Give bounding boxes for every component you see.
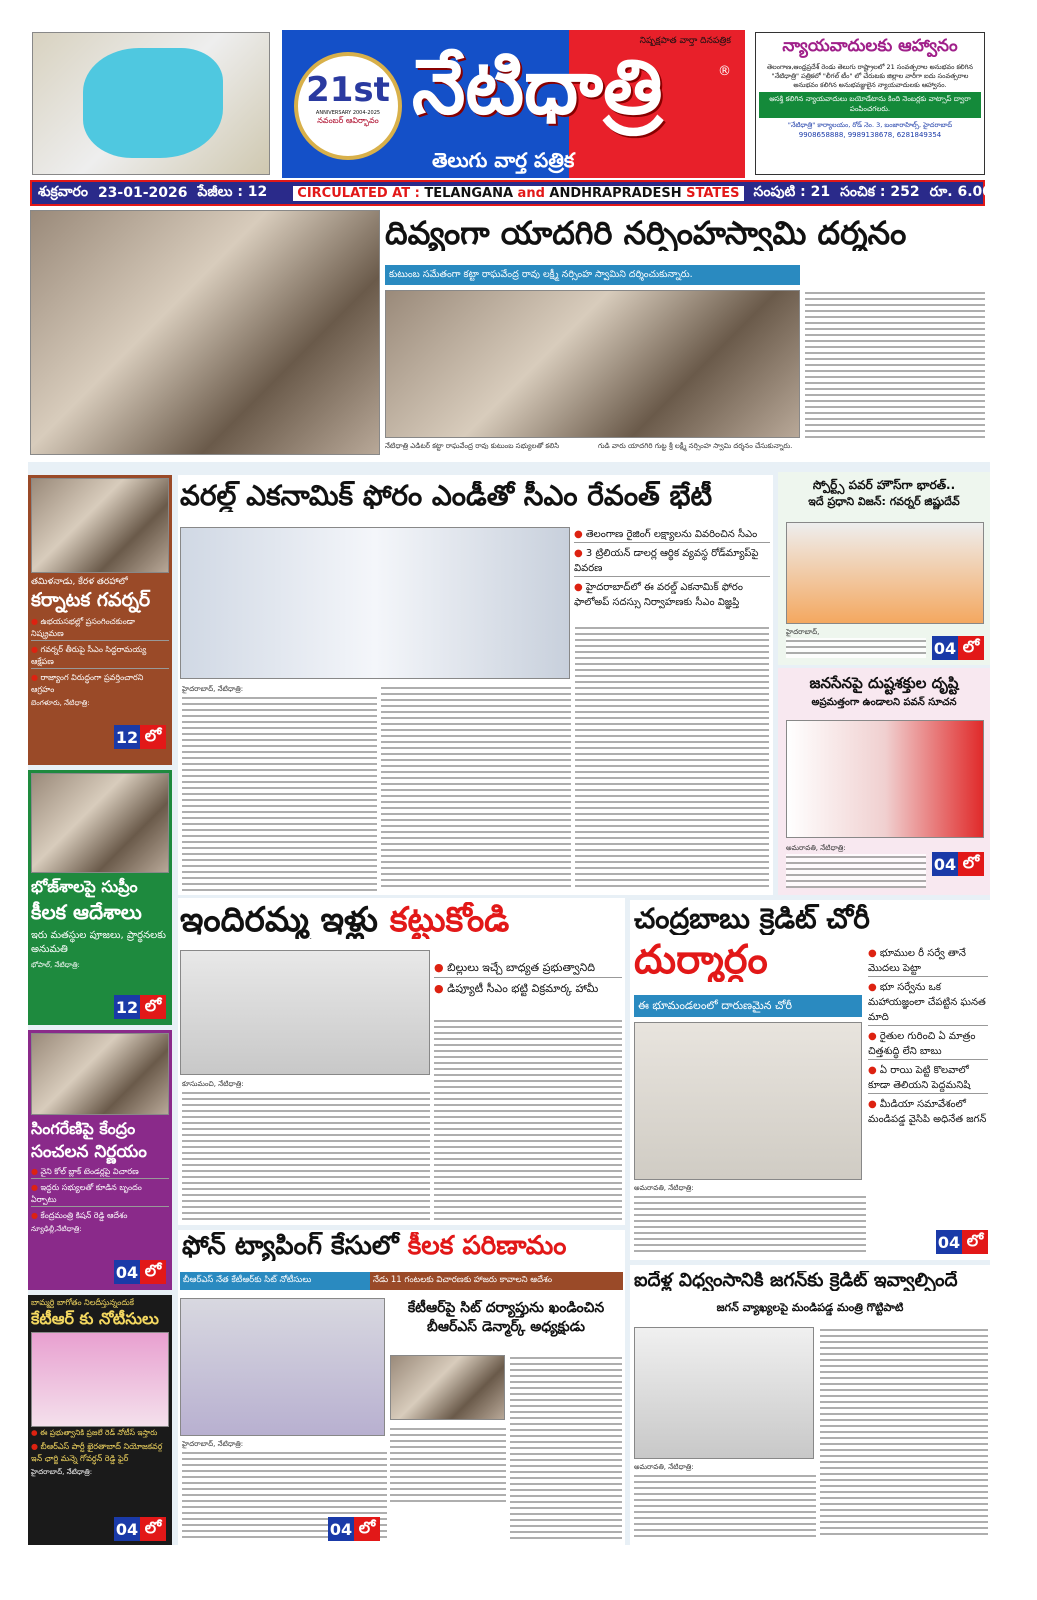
kishan-reddy-photo — [31, 1033, 169, 1115]
gottipati-photo — [634, 1327, 814, 1459]
gottipati-story: ఐదేళ్ల విధ్వంసానికి జగన్‌కు క్రెడిట్ ఇవ్వాల్సిందే జగన్ వ్యాఖ్యలపై మండిపడ్డ మంత్రి గొట్టిపాటి అమరావతి, నేటిధాత్రి: — [630, 1265, 990, 1545]
bhojshala-story: భోజ్‌శాలపై సుప్రీం కీలక ఆదేశాలు ఇరు మతస్థుల పూజలు, ప్రార్థనలకు అనుమతి భోపాల్, నేటిధాత్రి: 12 లో — [28, 770, 172, 1025]
wef-story: వరల్డ్ ఎకనామిక్ ఫోరం ఎండీతో సీఎం రేవంత్ భేటీ ● తెలంగాణ రైజింగ్ లక్ష్యాలను వివరించిన సీఎం ● 3 ట్రిలియన్ డాలర్ల ఆర్థిక వ్యవస్థ రోడ్‌మ్యాప్‌పై వివరణ ● హైదరాబాద్‌లో ఈ వరల్డ్ ఎకనామిక్ ఫోరం ఫాలోఅప్ సదస్సు నిర్వాహణకు సీఎం విజ్ఞప్తి హైదరాబాద్, నేటిధాత్రి: — [178, 475, 773, 895]
circulation: CIRCULATED AT : TELANGANA and ANDHRAPRADESH STATES — [293, 186, 743, 201]
bhojshala-photo — [31, 773, 169, 873]
singareni-story: సింగరేణిపై కేంద్రం సంచలన నిర్ణయం ● నైని కోల్ బ్లాక్ టెండర్లపై విచారణ ● ఇద్దరు సభ్యులతో కూడిన బృందం ఏర్పాటు ● కేంద్రమంత్రి కిషన్ రెడ్డి ఆదేశం న్యూఢిల్లీ,నేటిధాత్రి: 04 లో — [28, 1030, 172, 1290]
wef-meeting-photo — [180, 527, 570, 679]
temple-photo-left — [30, 210, 380, 455]
page-badge[interactable]: 12 లో — [114, 725, 166, 749]
page-badge[interactable]: 04 లో — [328, 1517, 380, 1541]
temple-photo-main — [385, 290, 800, 438]
page-badge[interactable]: 04 లో — [932, 852, 984, 876]
page-badge[interactable]: 12 లో — [114, 995, 166, 1019]
karnataka-photo — [31, 478, 169, 573]
sports-story: స్పోర్ట్స్ పవర్ హౌస్‌గా భారత్.. ఇదే ప్రధాని విజన్: గవర్నర్ జిష్ణుదేవ్ హైదరాబాద్, 04 లో — [778, 472, 990, 665]
anniversary-badge: 21st ANNIVERSARY 2004-2025 నవంబర్ ఆవిర్భావం — [294, 52, 402, 160]
wef-body — [182, 695, 377, 891]
phone-tapping-story: ఫోన్ ట్యాపింగ్ కేసులో కీలక పరిణామం బీఆర్ఎస్ నేత కేటీఆర్‌కు సిట్ నోటీసులు నేడు 11 గంటలకు విచారణకు హాజరు కావాలని ఆదేశం కేటీఆర్‌పై సిట్ దర్యాప్తును ఖండించిన బీఆర్ఎస్ డెన్మార్క్ అధ్యక్షుడు హైదరాబాద్, నేటిధాత్రి: 04 లో — [178, 1230, 625, 1545]
ktr-photo — [180, 1298, 385, 1436]
karnataka-story: తమిళనాడు, కేరళ తరహాలో కర్నాటక గవర్నర్ ● ఉభయసభల్లో ప్రసంగించకుండా నిష్క్రమణ ● గవర్నర్ తీరుపై సీఎం సిద్దరామయ్య ఆక్షేపణ ● రాజ్యాంగ విరుద్ధంగా ప్రవర్తించారని ఆగ్రహం బెంగళూరు, నేటిధాత్రి: 12 లో — [28, 475, 172, 765]
jagan-photo — [634, 1022, 862, 1180]
newspaper-name: నేటిధాత్రి — [412, 42, 663, 131]
janasena-story: జనసేనపై దుష్టశక్తుల దృష్టి అప్రమత్తంగా ఉండాలని పవన్ సూచన అమరావతి, నేటిధాత్రి: 04 లో — [778, 668, 990, 895]
masthead-logo: 21st ANNIVERSARY 2004-2025 నవంబర్ ఆవిర్భావం నిష్పక్షపాత వార్తా దినపత్రిక నేటిధాత్రి ® తెలుగు వార్త పత్రిక — [282, 30, 745, 178]
governor-photo — [786, 522, 984, 624]
brs-leader-photo — [31, 1332, 169, 1427]
wef-body-col2 — [381, 685, 571, 891]
top-headline: దివ్యంగా యాదగిరి నర్సింహస్వామి దర్శనం — [385, 216, 907, 252]
brs-denmark-photo — [390, 1355, 505, 1420]
top-story-body — [805, 290, 985, 440]
chandrababu-story: చంద్రబాబు క్రెడిట్ చోరీ దుర్మార్గం ఈ భూమండలంలో దారుణమైన చోరీ ● భూముల రీ సర్వే తానే మొదలు పెట్టా ● భూ సర్వేను ఒక మహాయజ్ఞంలా చేపట్టిన ఘనత మాది ● రైతుల గురించి ఏ మాత్రం చిత్తశుద్ధి లేని బాబు ● ఏ రాయి పెట్టి కొలవాలో కూడా తెలియని పెద్దమనిషి ● మీడియా సమావేశంలో మండిపడ్డ వైసిపి అధినేత జగన్ అమరావతి, నేటిధాత్రి: 04 లో — [630, 900, 990, 1260]
bhatti-photo — [180, 950, 430, 1075]
indiramma-body — [182, 1090, 430, 1220]
indiramma-story: ఇందిరమ్మ ఇళ్లు కట్టుకోండి ● బిల్లులు ఇచ్చే బాధ్యత ప్రభుత్వానిది ● డిప్యూటీ సీఎం భట్టి విక్రమార్క హామీ కూసుమంచి, నేటిధాత్రి: — [178, 898, 625, 1225]
page-badge[interactable]: 04 లో — [936, 1230, 988, 1254]
wef-body-col3 — [575, 625, 769, 891]
pawan-kalyan-photo — [786, 720, 984, 838]
page-badge[interactable]: 04 లో — [114, 1517, 166, 1541]
lawyers-ad: న్యాయవాదులకు ఆహ్వానం తెలంగాణ,ఆంధ్రప్రదేశ్ రెండు తెలుగు రాష్ట్రాలలో 21 సంవత్సరాల అనుభవం కలిగిన "నేటిధాత్రి" పత్రికలో "లీగల్ టీం" లో చేరుటకు జిల్లాల వారీగా ఐదు సంవత్సరాల అనుభవం కలిగిన అనుభవజ్ఞులైన న్యాయవాదులకు ఆహ్వానం. ఆసక్తి కలిగిన న్యాయవాదులు బయోడేటాను కింది నెంబర్లకు వాట్సాప్ ద్వారా పంపించగలరు. "నేటిధాత్రి" కార్యాలయం, రోడ్ నెం. 3, బంజారాహిల్స్, హైదరాబాద్ 9908658888, 9989138678, 6281849354 — [755, 32, 985, 175]
masthead-telangana-illustration — [32, 32, 270, 175]
page-badge[interactable]: 04 లో — [114, 1260, 166, 1284]
page-badge[interactable]: 04 లో — [932, 636, 984, 660]
ktr-notice-story: బామ్మర్ది బాగోతం నిలదీస్తున్నందుకే కేటీఆర్ కు నోటీసులు ● ఈ ప్రభుత్వానికి ప్రజలే రెడ్ నోటీస్ ఇస్తారు ● బీఆర్ఎస్ పార్టీ ఖైరతాబాద్ నియోజకవర్గ ఇన్ ఛార్జి మన్నె గోవర్ధన్ రెడ్డి ఫైర్ హైదరాబాద్, నేటిధాత్రి: 04 లో — [28, 1295, 172, 1545]
date-bar: శుక్రవారం 23-01-2026 పేజీలు : 12 CIRCULATED AT : TELANGANA and ANDHRAPRADESH STATES సంపుటి : 21 సంచిక : 252 రూ. 6.00 — [30, 180, 985, 206]
